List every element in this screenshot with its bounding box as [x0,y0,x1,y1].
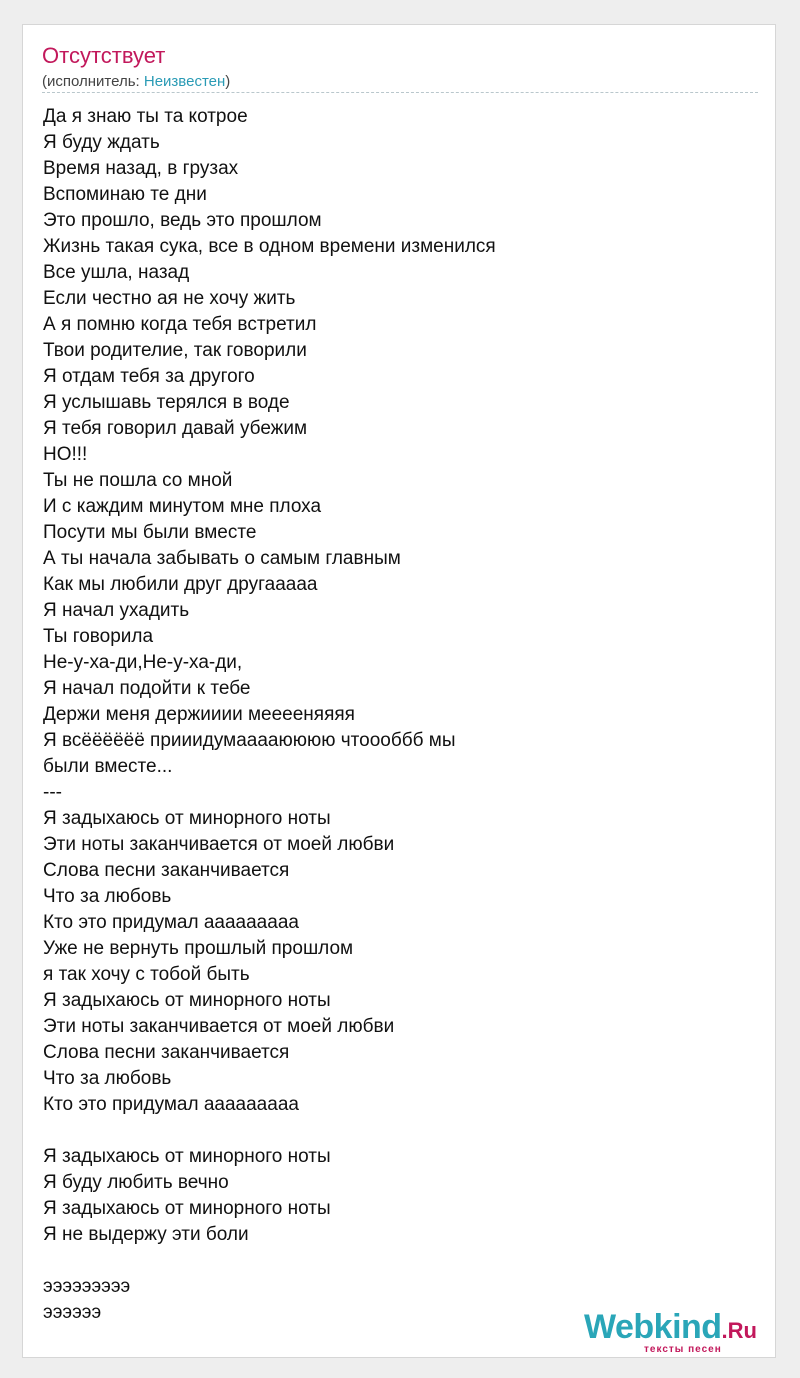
lyric-line: Я задыхаюсь от минорного ноты [43,1146,331,1167]
lyric-line: Я задыхаюсь от минорного ноты [43,808,331,829]
lyric-line: Я буду ждать [43,132,160,153]
lyric-line: Если честно ая не хочу жить [43,288,296,309]
lyric-line: Вспоминаю те дни [43,184,207,205]
artist-prefix: (исполнитель: [42,73,144,90]
lyric-line: Посути мы были вместе [43,522,257,543]
lyric-line: были вместе... [43,756,173,777]
lyric-line [43,1118,753,1144]
lyric-line: Кто это придумал ааааааааа [43,1094,299,1115]
lyric-line: эээээээээ [43,1276,131,1297]
lyric-line: Что за любовь [43,886,172,907]
lyric-line: Я начал ухадить [43,600,190,621]
logo-tld-text: .Ru [721,1318,757,1343]
lyric-line: А ты начала забывать о самым главным [43,548,401,569]
lyric-line: Эти ноты заканчивается от моей любви [43,834,395,855]
lyric-line: Время назад, в грузах [43,158,239,179]
lyric-line: Я всёёёёёё прииидумааааюююю чтооοббб мы [43,730,456,751]
lyric-line: Слова песни заканчивается [43,1042,290,1063]
lyric-line: Я начал подойти к тебе [43,678,251,699]
lyric-line: НО!!! [43,444,88,465]
lyric-line: Слова песни заканчивается [43,860,290,881]
lyric-line: Как мы любили друг другааааа [43,574,318,595]
lyric-line: Не-у-ха-ди,Не-у-ха-ди, [43,652,243,673]
artist-line [42,73,230,91]
lyric-line: я так хочу с тобой быть [43,964,250,985]
artist-link[interactable]: Неизвестен [143,73,226,90]
lyric-line: Уже не вернуть прошлый прошлом [43,938,354,959]
lyric-line: Я услышавь терялся в воде [43,392,290,413]
lyric-line: Я буду любить вечно [43,1172,229,1193]
lyric-line: ээээээ [43,1302,102,1323]
lyric-line: Я задыхаюсь от минорного ноты [43,990,331,1011]
lyric-line: Это прошло, ведь это прошлом [43,210,322,231]
lyric-line [43,1248,753,1274]
lyric-line: Я не выдержу эти боли [43,1224,249,1245]
lyrics-text [43,104,753,1326]
lyric-line: Что за любовь [43,1068,172,1089]
lyric-line: И с каждим минутом мне плоха [43,496,322,517]
lyric-line: Кто это придумал ааааааааа [43,912,299,933]
lyric-line: Жизнь такая сука, все в одном времени изменился [43,236,496,257]
logo-main-text: Webkind [584,1308,722,1346]
lyric-line: --- [43,782,62,803]
lyric-line: Да я знаю ты та котрое [43,106,248,127]
lyric-line: Ты не пошла со мной [43,470,233,491]
lyric-line: Ты говорила [43,626,154,647]
title-divider [42,92,758,93]
song-title: Отсутствует [42,43,166,68]
lyric-line: Я задыхаюсь от минорного ноты [43,1198,331,1219]
lyric-line: Все ушла, назад [43,262,190,283]
lyric-line: Я отдам тебя за другого [43,366,255,387]
lyric-line: Держи меня держииии мееееняяяя [43,704,355,725]
logo-tagline: тексты песен [644,1344,722,1355]
lyric-line: Эти ноты заканчивается от моей любви [43,1016,395,1037]
lyric-line: Я тебя говорил давай убежим [43,418,308,439]
lyric-line: А я помню когда тебя встретил [43,314,317,335]
artist-suffix: ) [225,73,231,90]
webkind-logo[interactable] [584,1310,774,1360]
logo-wordmark [584,1310,757,1348]
lyric-line: Твои родителие, так говорили [43,340,307,361]
